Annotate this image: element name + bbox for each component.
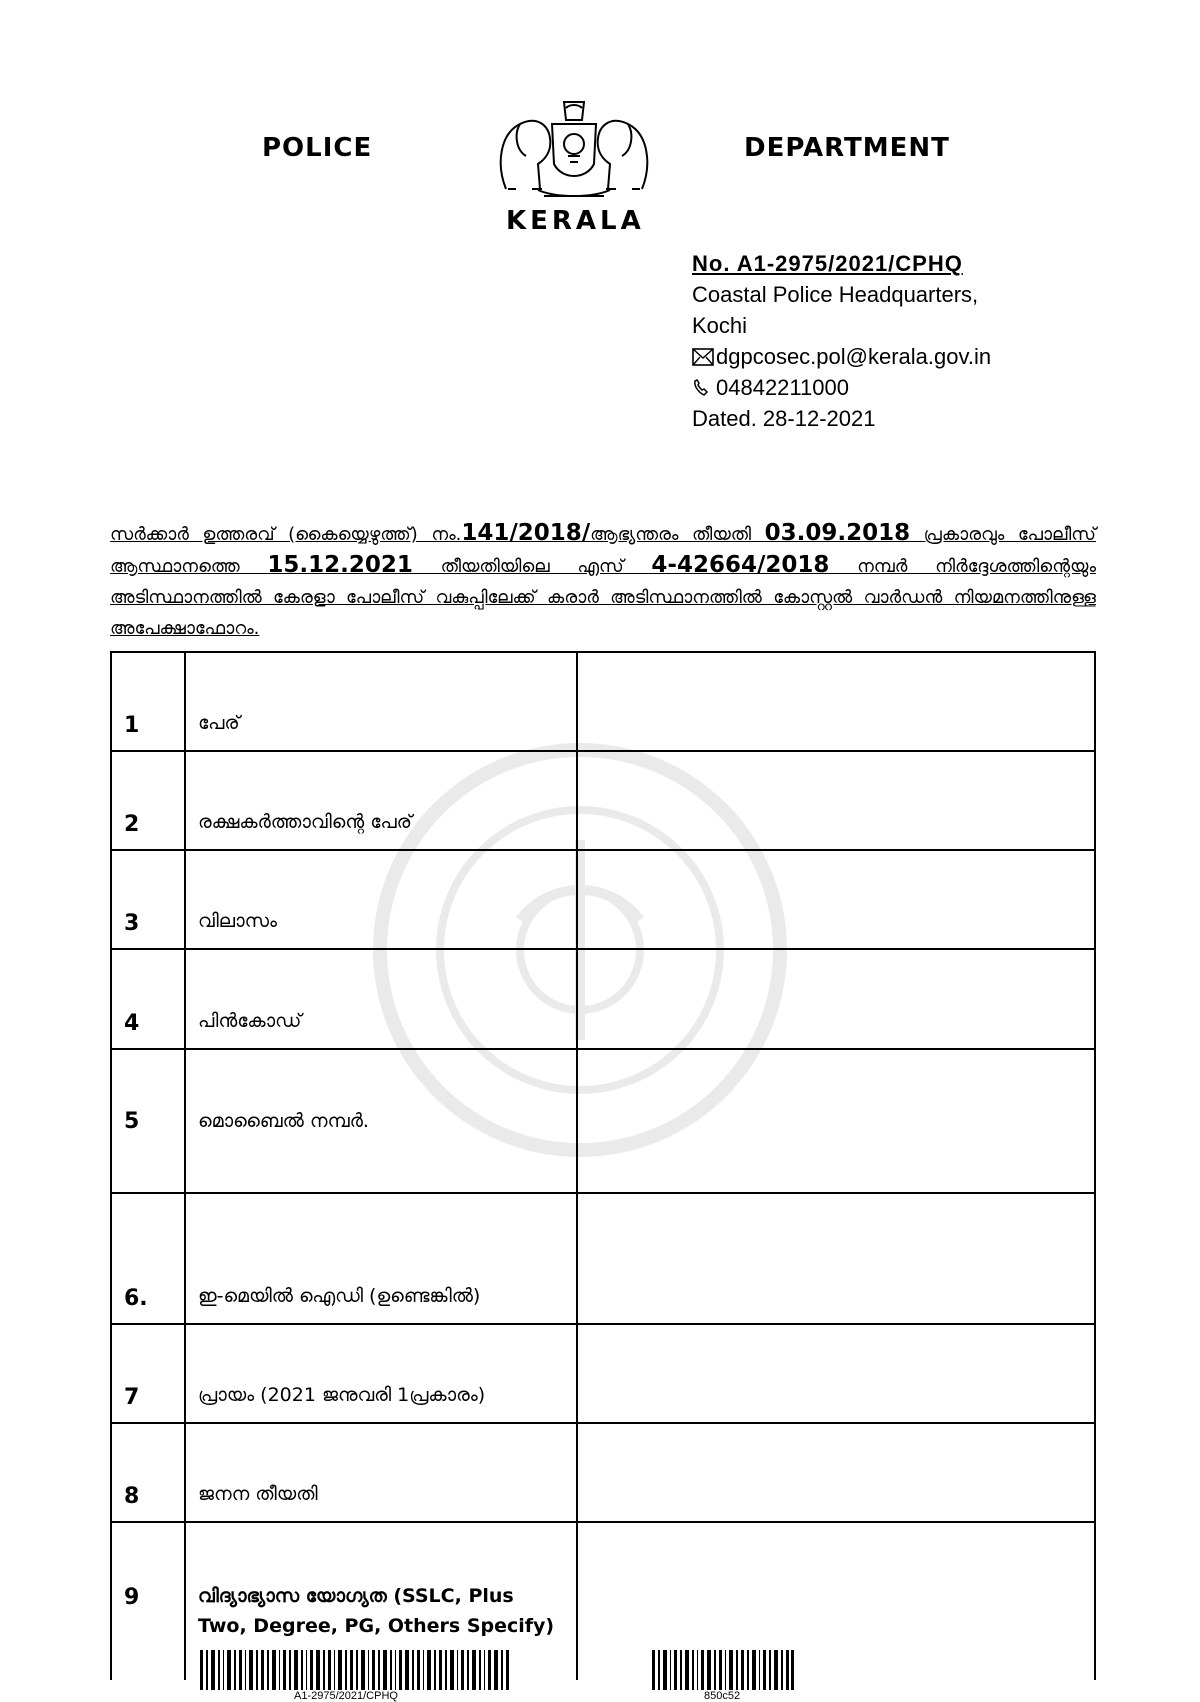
row-label: വിലാസം (185, 850, 577, 949)
dated: Dated. 28-12-2021 (692, 406, 876, 431)
office-line-2: Kochi (692, 313, 748, 338)
file-number: No. A1-2975/2021/CPHQ (692, 251, 963, 276)
pincode-field[interactable] (577, 949, 1095, 1049)
row-number: 2 (111, 751, 185, 850)
telephone-icon (692, 378, 714, 398)
barcode-file-label: A1-2975/2021/CPHQ (294, 1690, 398, 1702)
row-label: വിദ്യാഭ്യാസ യോഗ്യത (SSLC, Plus Two, Degree, PG, Others Specify) (185, 1522, 577, 1680)
form-row-mobile (111, 1049, 1095, 1193)
form-row-address (111, 850, 1095, 949)
row-number: 6. (111, 1193, 185, 1324)
form-row-dob (111, 1423, 1095, 1522)
form-row-age (111, 1324, 1095, 1423)
guardian-name-field[interactable] (577, 751, 1095, 850)
form-row-name (111, 652, 1095, 751)
row-label: പിൻകോഡ് (185, 949, 577, 1049)
row-label: പ്രായം (2021 ജനുവരി 1പ്രകാരം) (185, 1324, 577, 1423)
row-number: 1 (111, 652, 185, 751)
office-line-1: Coastal Police Headquarters, (692, 282, 979, 307)
kerala-emblem-icon (486, 94, 662, 204)
email-field[interactable] (577, 1193, 1095, 1324)
row-number: 7 (111, 1324, 185, 1423)
application-form-table (110, 651, 1096, 1680)
form-row-email (111, 1193, 1095, 1324)
row-label: ഇ-മെയിൽ ഐഡി (ഉണ്ടെങ്കിൽ) (185, 1193, 577, 1324)
phone-line (692, 372, 991, 403)
address-field[interactable] (577, 850, 1095, 949)
header-kerala: KERALA (506, 206, 645, 236)
phone-number: 04842211000 (716, 375, 849, 400)
row-label: മൊബൈൽ നമ്പർ. (185, 1049, 577, 1193)
mobile-field[interactable] (577, 1049, 1095, 1193)
email-address[interactable]: dgpcosec.pol@kerala.gov.in (716, 344, 992, 369)
barcode-file-icon (200, 1650, 510, 1690)
row-number: 5 (111, 1049, 185, 1193)
dob-field[interactable] (577, 1423, 1095, 1522)
form-row-pincode (111, 949, 1095, 1049)
row-label: പേര് (185, 652, 577, 751)
name-field[interactable] (577, 652, 1095, 751)
form-row-guardian (111, 751, 1095, 850)
row-label: രക്ഷകർത്താവിന്റെ പേര് (185, 751, 577, 850)
barcode-hash-label: 850c52 (704, 1690, 741, 1702)
row-number: 9 (111, 1522, 185, 1680)
age-field[interactable] (577, 1324, 1095, 1423)
header-department: DEPARTMENT (744, 133, 950, 163)
subject-paragraph: സർക്കാർ ഉത്തരവ് (കൈയ്യെഴുത്ത്) നം.141/2018/ആഭ്യന്തരം തീയതി 03.09.2018 പ്രകാരവും പോലീസ് ആസ്ഥാനത്തെ 15.12.2021 തീയതിയിലെ എസ് 4-42664/2018 നമ്പർ നിർദ്ദേശത്തിന്റെയും അടിസ്ഥാനത്തിൽ കേരളാ പോലീസ് വകുപ്പിലേക്ക് കരാർ അടിസ്ഥാനത്തിൽ കോസ്റ്റൽ വാർഡൻ നിയമനത്തിനുള്ള അപേക്ഷാഫോറം. (110, 520, 1096, 639)
reference-block (692, 248, 991, 434)
row-label: ജനന തീയതി (185, 1423, 577, 1522)
row-number: 3 (111, 850, 185, 949)
row-number: 8 (111, 1423, 185, 1522)
row-number: 4 (111, 949, 185, 1049)
header-police: POLICE (262, 133, 373, 163)
email-line (692, 341, 991, 372)
barcode-hash-icon (652, 1650, 794, 1690)
envelope-icon (692, 347, 714, 367)
